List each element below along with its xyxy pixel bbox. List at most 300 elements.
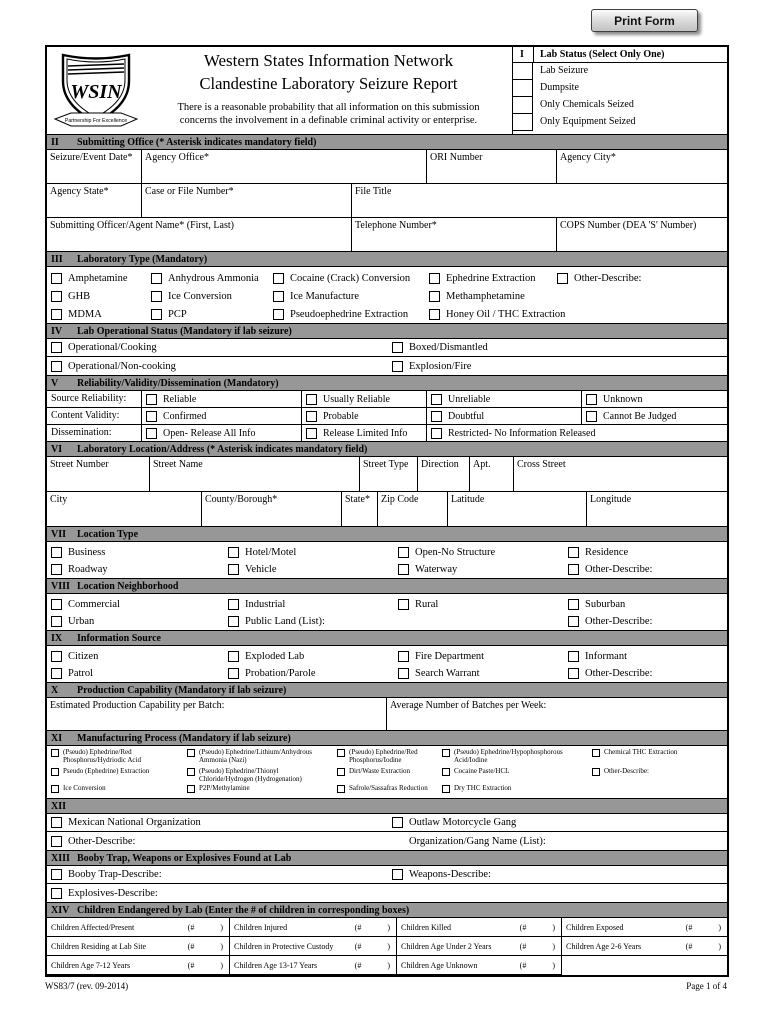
option-pseudo-ephedrine-extraction <box>51 767 183 784</box>
count-close: ) <box>387 941 390 951</box>
field-street-number[interactable] <box>47 457 150 491</box>
checkbox-business[interactable] <box>51 547 62 558</box>
field-label: Case or File Number* <box>145 186 234 197</box>
checkbox-label: Explosives-Describe: <box>68 887 158 899</box>
checkbox-ice-conversion[interactable] <box>151 291 162 302</box>
checkbox-label: Waterway <box>415 564 458 575</box>
form-header <box>47 47 727 135</box>
checkbox-honey-oil-thc[interactable] <box>429 309 440 320</box>
lab-type-col2 <box>151 269 273 323</box>
checkbox-only-equipment-seized[interactable] <box>513 114 533 131</box>
field-latitude[interactable] <box>448 492 587 526</box>
count-children-2-6[interactable] <box>562 937 727 956</box>
section-number: V <box>51 377 59 389</box>
checkbox-lab-seizure[interactable] <box>513 63 533 80</box>
checkbox-unknown[interactable] <box>586 394 597 405</box>
neighborhood-col3 <box>398 596 568 630</box>
field-file-title[interactable] <box>352 184 727 217</box>
checkbox-doubtful[interactable] <box>431 411 442 422</box>
section-number: VII <box>51 528 67 540</box>
checkbox-dirt-waste-extraction[interactable] <box>337 768 345 776</box>
checkbox-operational-non-cooking[interactable] <box>51 361 62 372</box>
checkbox-citizen[interactable] <box>51 651 62 662</box>
checkbox-public-land[interactable] <box>228 616 239 627</box>
checkbox-mexican-national-org[interactable] <box>51 817 62 828</box>
section-title: Lab Status (Select Only One) <box>540 49 665 60</box>
option-pseudoephedrine-extraction <box>273 305 429 323</box>
checkbox-patrol[interactable] <box>51 668 62 679</box>
checkbox-pseudoephedrine-extraction[interactable] <box>273 309 284 320</box>
option-open-release-all <box>142 425 302 441</box>
notice-line1: There is a reasonable probability that all information on this submission <box>177 102 480 113</box>
checkbox-label: Safrole/Sassafras Reduction <box>349 784 428 792</box>
section-number: XIV <box>51 904 70 916</box>
checkbox-label: Explosion/Fire <box>409 360 472 372</box>
checkbox-dumpsite[interactable] <box>513 80 533 97</box>
field-telephone-number[interactable] <box>352 218 557 251</box>
checkbox-usually-reliable[interactable] <box>306 394 317 405</box>
checkbox-pcp[interactable] <box>151 309 162 320</box>
checkbox-pe-red-phosphorus-hydriodic[interactable] <box>51 749 59 757</box>
option-p2p-methylamine <box>187 784 333 797</box>
field-label: File Title <box>355 186 392 197</box>
checkbox-label: Suburban <box>585 599 626 610</box>
submitting-office-row1 <box>47 150 727 184</box>
info-source-col2 <box>228 648 398 682</box>
checkbox-label: Operational/Cooking <box>68 342 157 353</box>
checkbox-label: Anhydrous Ammonia <box>168 272 259 284</box>
checkbox-label: Dumpsite <box>540 82 579 93</box>
checkbox-pe-red-phosphorus-iodine[interactable] <box>337 749 345 757</box>
checkbox-pe-thionyl-chloride[interactable] <box>187 768 195 776</box>
option-pcp <box>151 305 273 323</box>
section-title: Information Source <box>77 632 161 644</box>
children-row3 <box>47 956 727 975</box>
checkbox-explosion-fire[interactable] <box>392 361 403 372</box>
count-open: (# <box>519 941 527 951</box>
option-lab-type-other <box>557 269 727 287</box>
checkbox-label: Probation/Parole <box>245 668 316 679</box>
lab-type-grid <box>47 267 727 324</box>
checkbox-probable[interactable] <box>306 411 317 422</box>
checkbox-label: Ephedrine Extraction <box>446 272 536 284</box>
checkbox-restricted[interactable] <box>431 428 442 439</box>
checkbox-commercial[interactable] <box>51 599 62 610</box>
option-probation-parole <box>228 665 398 682</box>
checkbox-label: Hotel/Motel <box>245 547 297 558</box>
checkbox-label: Other-Describe: <box>574 272 642 284</box>
count-label: Children Age Under 2 Years <box>401 941 492 951</box>
checkbox-urban[interactable] <box>51 616 62 627</box>
checkbox-unreliable[interactable] <box>431 394 442 405</box>
checkbox-amphetamine[interactable] <box>51 273 62 284</box>
checkbox-label: Open- Release All Info <box>163 427 256 439</box>
checkbox-roadway[interactable] <box>51 564 62 575</box>
field-cops-number[interactable] <box>557 218 727 251</box>
checkbox-label: PCP <box>168 308 187 320</box>
notice <box>145 101 512 127</box>
location-type-col1 <box>51 544 228 578</box>
checkbox-open-release-all[interactable] <box>146 428 157 439</box>
checkbox-anhydrous-ammonia[interactable] <box>151 273 162 284</box>
option-manufacturing-other <box>592 767 723 784</box>
section-title: Booby Trap, Weapons or Explosives Found at Lab <box>77 852 292 864</box>
checkbox-label: Pseudo (Ephedrine) Extraction <box>63 767 150 775</box>
count-label: Children in Protective Custody <box>234 941 334 951</box>
field-agency-office[interactable] <box>142 150 427 183</box>
checkbox-location-type-other[interactable] <box>568 564 579 575</box>
option-informant <box>568 648 727 665</box>
option-cocaine-crack-conversion <box>273 269 429 287</box>
neighborhood-col2 <box>228 596 398 630</box>
lab-type-col1 <box>51 269 151 323</box>
section-header-manufacturing <box>47 731 727 746</box>
checkbox-operational-cooking[interactable] <box>51 342 62 353</box>
option-operational-non-cooking <box>51 361 392 372</box>
dissemination-row <box>47 425 727 442</box>
location-type-col4 <box>568 544 727 578</box>
section-title: Lab Operational Status (Mandatory if lab seizure) <box>77 325 292 337</box>
count-children-13-17[interactable] <box>230 956 397 975</box>
info-source-col1 <box>51 648 228 682</box>
checkbox-label: GHB <box>68 290 91 302</box>
checkbox-label: Urban <box>68 616 95 627</box>
section-number: XI <box>51 732 63 744</box>
field-label: COPS Number (DEA 'S' Number) <box>560 220 697 231</box>
option-patrol <box>51 665 228 682</box>
option-fire-department <box>398 648 568 665</box>
option-commercial <box>51 596 228 613</box>
criminal-row1 <box>47 814 727 832</box>
field-batches-per-week[interactable] <box>387 698 727 730</box>
checkbox-label: Usually Reliable <box>323 393 390 405</box>
option-location-type-other <box>568 561 727 578</box>
field-label: Street Name <box>153 459 203 470</box>
field-label: Direction <box>421 459 459 470</box>
checkbox-fire-department[interactable] <box>398 651 409 662</box>
section-header-neighborhood <box>47 579 727 594</box>
checkbox-pe-hypophosphorous[interactable] <box>442 749 450 757</box>
checkbox-label: Informant <box>585 651 627 662</box>
checkbox-label: Citizen <box>68 651 99 662</box>
checkbox-chemical-thc-extraction[interactable] <box>592 749 600 757</box>
section-header-reliability <box>47 376 727 391</box>
section-title: Laboratory Location/Address (* Asterisk indicates mandatory field) <box>77 443 368 455</box>
lab-type-col3 <box>273 269 429 323</box>
checkbox-boxed-dismantled[interactable] <box>392 342 403 353</box>
count-label: Children Age Unknown <box>401 960 478 970</box>
section-number: III <box>51 253 63 265</box>
option-probable <box>302 408 427 424</box>
count-children-residing[interactable] <box>47 937 230 956</box>
field-cross-street[interactable] <box>514 457 727 491</box>
field-longitude[interactable] <box>587 492 727 526</box>
count-close: ) <box>718 941 721 951</box>
checkbox-ice-conversion-process[interactable] <box>51 785 59 793</box>
option-booby-trap <box>51 869 392 880</box>
option-release-limited <box>302 425 427 441</box>
checkbox-residence[interactable] <box>568 547 579 558</box>
field-label: Estimated Production Capability per Batch: <box>50 700 225 711</box>
checkbox-label: Methamphetamine <box>446 290 525 302</box>
section-title: Production Capability (Mandatory if lab seizure) <box>77 684 287 696</box>
option-open-no-structure <box>398 544 568 561</box>
count-children-protective-custody[interactable] <box>230 937 397 956</box>
checkbox-lab-type-other[interactable] <box>557 273 568 284</box>
checkbox-cannot-be-judged[interactable] <box>586 411 597 422</box>
count-children-under-2[interactable] <box>397 937 562 956</box>
checkbox-label: Only Chemicals Seized <box>540 99 634 110</box>
checkbox-exploded-lab[interactable] <box>228 651 239 662</box>
section-title: Location Type <box>77 528 139 540</box>
checkbox-manufacturing-other[interactable] <box>592 768 600 776</box>
checkbox-ephedrine-extraction[interactable] <box>429 273 440 284</box>
checkbox-label: Unreliable <box>448 393 491 405</box>
checkbox-ice-manufacture[interactable] <box>273 291 284 302</box>
checkbox-explosives[interactable] <box>51 888 62 899</box>
field-officer-name[interactable] <box>47 218 352 251</box>
section-number: VI <box>51 443 63 455</box>
count-close: ) <box>220 941 223 951</box>
row-label: Dissemination: <box>47 425 142 441</box>
checkbox-label: (Pseudo) Ephedrine/Red Phosphorus/Hydriodic Acid <box>63 748 141 764</box>
checkbox-label: Mexican National Organization <box>68 817 201 828</box>
field-organization-gang-name[interactable] <box>392 836 727 847</box>
section-header-criminal <box>47 799 727 814</box>
option-confirmed <box>142 408 302 424</box>
field-label: City <box>50 494 68 505</box>
manufacturing-col1 <box>51 748 187 798</box>
checkbox-label: P2P/Methylamine <box>199 784 250 792</box>
option-public-land <box>228 613 398 630</box>
info-source-col4 <box>568 648 727 682</box>
field-state[interactable] <box>342 492 378 526</box>
checkbox-booby-trap[interactable] <box>51 869 62 880</box>
count-close: ) <box>220 922 223 932</box>
checkbox-info-source-other[interactable] <box>568 668 579 679</box>
checkbox-probation-parole[interactable] <box>228 668 239 679</box>
section-title: Laboratory Type (Mandatory) <box>77 253 208 265</box>
count-children-affected-present[interactable] <box>47 918 230 937</box>
checkbox-label: Fire Department <box>415 651 485 662</box>
checkbox-outlaw-motorcycle-gang[interactable] <box>392 817 403 828</box>
checkbox-criminal-other[interactable] <box>51 836 62 847</box>
option-industrial <box>228 596 398 613</box>
checkbox-industrial[interactable] <box>228 599 239 610</box>
row-label: Source Reliability: <box>47 391 142 407</box>
neighborhood-col1 <box>51 596 228 630</box>
field-production-per-batch[interactable] <box>47 698 387 730</box>
option-hotel-motel <box>228 544 398 561</box>
checkbox-informant[interactable] <box>568 651 579 662</box>
option-pe-red-phosphorus-hydriodic <box>51 748 183 767</box>
field-label: Street Number <box>50 459 109 470</box>
checkbox-mdma[interactable] <box>51 309 62 320</box>
section-number: II <box>51 136 59 148</box>
checkbox-cocaine-crack-conversion[interactable] <box>273 273 284 284</box>
count-children-age-unknown[interactable] <box>397 956 562 975</box>
row-label: Content Validity: <box>47 408 142 424</box>
source-reliability-row <box>47 391 727 408</box>
checkbox-label: Other-Describe: <box>68 835 136 847</box>
count-children-exposed[interactable] <box>562 918 727 937</box>
field-case-or-file-number[interactable] <box>142 184 352 217</box>
option-ice-conversion-process <box>51 784 183 797</box>
field-city[interactable] <box>47 492 202 526</box>
count-close: ) <box>387 960 390 970</box>
checkbox-pseudo-ephedrine-extraction[interactable] <box>51 768 59 776</box>
field-label: ORI Number <box>430 152 483 163</box>
option-citizen <box>51 648 228 665</box>
checkbox-p2p-methylamine[interactable] <box>187 785 195 793</box>
checkbox-label: Booby Trap-Describe: <box>68 869 162 880</box>
option-rural <box>398 596 568 613</box>
count-open: (# <box>685 941 693 951</box>
checkbox-label: Cocaine Paste/HCL <box>454 767 510 775</box>
option-weapons <box>392 869 727 880</box>
checkbox-label: Open-No Structure <box>415 547 496 558</box>
checkbox-label: Exploded Lab <box>245 651 305 662</box>
operational-status-row2 <box>47 357 727 375</box>
info-source-grid <box>47 646 727 683</box>
submitting-office-row2 <box>47 184 727 218</box>
checkbox-waterway[interactable] <box>398 564 409 575</box>
option-ice-conversion <box>151 287 273 305</box>
checkbox-label: Search Warrant <box>415 668 480 679</box>
checkbox-cocaine-paste-hcl[interactable] <box>442 768 450 776</box>
seizure-report-form <box>45 45 729 977</box>
notice-line2: concerns the involvement in a definable criminal activity or enterprise. <box>179 115 478 126</box>
option-ephedrine-extraction <box>429 269 557 287</box>
option-mdma <box>51 305 151 323</box>
checkbox-only-chemicals-seized[interactable] <box>513 97 533 114</box>
count-open: (# <box>354 960 362 970</box>
section-header-submitting-office <box>47 135 727 150</box>
checkbox-label: Reliable <box>163 393 197 405</box>
production-row <box>47 698 727 731</box>
checkbox-label: Lab Seizure <box>540 65 589 76</box>
option-waterway <box>398 561 568 578</box>
checkbox-vehicle[interactable] <box>228 564 239 575</box>
checkbox-label: Vehicle <box>245 564 277 575</box>
checkbox-release-limited[interactable] <box>306 428 317 439</box>
count-close: ) <box>552 960 555 970</box>
checkbox-label: (Pseudo) Ephedrine/Hypophosphorous Acid/Iodine <box>454 748 563 764</box>
content-validity-row <box>47 408 727 425</box>
field-direction[interactable] <box>418 457 470 491</box>
option-ice-manufacture <box>273 287 429 305</box>
section-title: Submitting Office (* Asterisk indicates mandatory field) <box>77 136 317 148</box>
field-label: Zip Code <box>381 494 419 505</box>
operational-status-content <box>47 339 727 376</box>
field-apt[interactable] <box>470 457 514 491</box>
checkbox-methamphetamine[interactable] <box>429 291 440 302</box>
location-type-col3 <box>398 544 568 578</box>
location-row2 <box>47 492 727 527</box>
checkbox-confirmed[interactable] <box>146 411 157 422</box>
checkbox-open-no-structure[interactable] <box>398 547 409 558</box>
submitting-office-row3 <box>47 218 727 252</box>
option-business <box>51 544 228 561</box>
option-chemical-thc-extraction <box>592 748 723 767</box>
option-usually-reliable <box>302 391 427 407</box>
checkbox-label: Unknown <box>603 393 643 405</box>
checkbox-weapons[interactable] <box>392 869 403 880</box>
checkbox-reliable[interactable] <box>146 394 157 405</box>
section-number: VIII <box>51 580 70 592</box>
checkbox-ghb[interactable] <box>51 291 62 302</box>
manufacturing-col3 <box>337 748 442 798</box>
field-zip-code[interactable] <box>378 492 448 526</box>
print-form-button[interactable]: Print Form <box>591 9 698 32</box>
option-search-warrant <box>398 665 568 682</box>
lab-status-option <box>513 97 727 114</box>
section-title: Location Neighborhood <box>77 580 179 592</box>
operational-status-row1 <box>47 339 727 357</box>
section-header-location-type <box>47 527 727 542</box>
checkbox-label: Other-Describe: <box>585 564 653 575</box>
section-header-operational-status <box>47 324 727 339</box>
option-urban <box>51 613 228 630</box>
option-pe-hypophosphorous <box>442 748 588 767</box>
checkbox-neighborhood-other[interactable] <box>568 616 579 627</box>
checkbox-label: Dirt/Waste Extraction <box>349 767 411 775</box>
checkbox-label: Ice Conversion <box>168 290 232 302</box>
section-header-lab-type <box>47 252 727 267</box>
field-label: Average Number of Batches per Week: <box>390 700 547 711</box>
field-label: Latitude <box>451 494 485 505</box>
field-agency-state[interactable] <box>47 184 142 217</box>
section-number: I <box>513 47 534 62</box>
field-seizure-event-date[interactable] <box>47 150 142 183</box>
checkbox-safrole-sassafras[interactable] <box>337 785 345 793</box>
checkbox-pe-lithium-anhydrous[interactable] <box>187 749 195 757</box>
count-open: (# <box>519 960 527 970</box>
option-dry-thc-extraction <box>442 784 588 797</box>
option-anhydrous-ammonia <box>151 269 273 287</box>
checkbox-label: Weapons-Describe: <box>409 869 491 880</box>
checkbox-label: Industrial <box>245 599 286 610</box>
count-children-7-12[interactable] <box>47 956 230 975</box>
wsin-shield-icon <box>50 50 142 134</box>
checkbox-suburban[interactable] <box>568 599 579 610</box>
field-agency-city[interactable] <box>557 150 727 183</box>
option-honey-oil-thc <box>429 305 566 323</box>
count-label: Children Affected/Present <box>51 922 135 932</box>
checkbox-dry-thc-extraction[interactable] <box>442 785 450 793</box>
checkbox-search-warrant[interactable] <box>398 668 409 679</box>
checkbox-hotel-motel[interactable] <box>228 547 239 558</box>
option-mexican-national-org <box>51 817 392 828</box>
field-street-type[interactable] <box>360 457 418 491</box>
count-children-injured[interactable] <box>230 918 397 937</box>
field-county-borough[interactable] <box>202 492 342 526</box>
manufacturing-col4 <box>442 748 592 798</box>
field-street-name[interactable] <box>150 457 360 491</box>
field-label: Cross Street <box>517 459 566 470</box>
booby-trap-row1 <box>47 866 727 884</box>
count-children-killed[interactable] <box>397 918 562 937</box>
section-title: Manufacturing Process (Mandatory if lab seizure) <box>77 732 291 744</box>
field-label: Apt. <box>473 459 491 470</box>
count-close: ) <box>552 922 555 932</box>
field-label: Seizure/Event Date* <box>50 152 133 163</box>
checkbox-rural[interactable] <box>398 599 409 610</box>
count-close: ) <box>220 960 223 970</box>
field-ori-number[interactable] <box>427 150 557 183</box>
option-explosives <box>51 888 392 899</box>
checkbox-label: Other-Describe: <box>604 767 649 775</box>
